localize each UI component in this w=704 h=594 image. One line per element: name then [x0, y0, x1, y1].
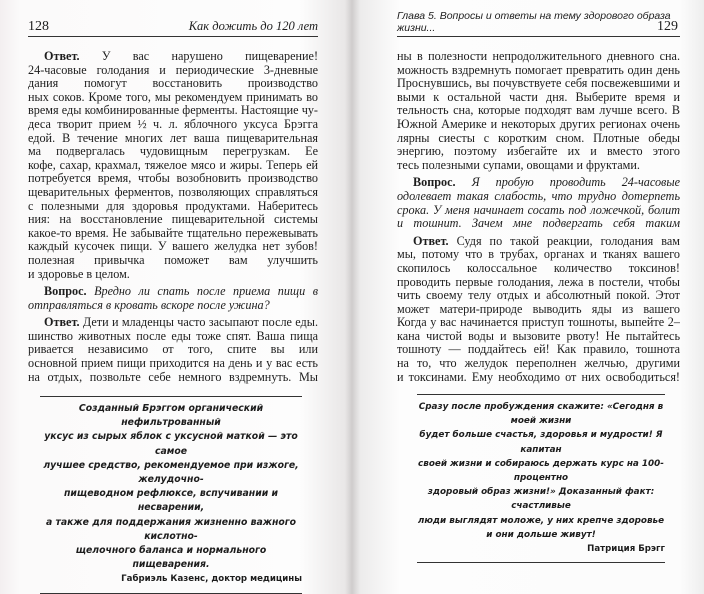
- text-line: [28, 172, 318, 186]
- line-text: лярны сиесты с коротким сном. Плотные обеды: [397, 131, 680, 145]
- page-header: [397, 10, 680, 37]
- text-line: [397, 190, 680, 204]
- text-line: [28, 316, 318, 330]
- text-line: [28, 285, 318, 299]
- text-line: [28, 50, 318, 64]
- line-text: скопилось колоссальное количество токсинов!: [397, 261, 680, 275]
- line-text: ны в полезности непродолжительного дневного сна.: [397, 50, 680, 63]
- line-text: тесь полезными супами, овощами и фруктами.: [397, 158, 640, 172]
- line-text: щеварительных ферментов, позволяющих справляться: [28, 185, 318, 199]
- line-text: время еды комбинированные ферменты. Настоящие чу-: [28, 104, 318, 118]
- pull-quote: [417, 394, 665, 563]
- line-text: какое-то время. Не забывайте тщательно пережевывать: [28, 226, 318, 240]
- paragraph-label: Ответ.: [413, 234, 449, 248]
- paragraph-label: Ответ.: [44, 50, 80, 63]
- text-line: [28, 77, 318, 91]
- page-number: 128: [28, 19, 49, 34]
- page-header: [28, 18, 318, 37]
- text-line: [28, 104, 318, 118]
- line-text: проводить первые голодания, лежа в постели, чтобы: [397, 275, 680, 289]
- line-text: и токсинами. Ему необходимо от них освободиться!: [397, 370, 680, 384]
- text-line: [28, 132, 318, 146]
- text-line: [397, 262, 680, 276]
- line-text: кофе, сахар, крахмал, тяжелое мясо и жиры. Теперь ей: [28, 158, 318, 172]
- text-line: [397, 176, 680, 190]
- line-text: Дети и младенцы часто засыпают после еды.: [82, 316, 318, 330]
- line-text: ривается независимо от того, спите вы или: [28, 343, 318, 357]
- quote-line: лучшее средство, рекомендуемое при изжоге, желудочно-: [43, 459, 299, 486]
- line-text: с полезными для здоровья продуктами. Наберитесь: [28, 199, 318, 213]
- line-text: выми к остальной части дня. Выберите время и: [397, 90, 680, 104]
- quote-line: уксус из сырых яблок с уксусной маткой — это самое: [44, 431, 298, 457]
- line-text: ма подвергалась чудовищным перегрузкам. Ее: [28, 145, 318, 159]
- line-text: Проснувшись, вы почувствуете себя посвежевшими и: [397, 77, 680, 91]
- line-text: тельность сна, которые подходят вам лучше всего. В: [397, 104, 680, 118]
- text-line: [28, 159, 318, 173]
- quote-line: щелочного баланса и нормального пищеварения.: [75, 545, 267, 571]
- text-line: [28, 240, 318, 254]
- text-line: [28, 343, 318, 357]
- line-text: ния: на восстановление пищеварительной системы: [28, 213, 318, 227]
- text-line: [28, 64, 318, 78]
- right-page: [397, 0, 680, 555]
- text-line: [397, 235, 680, 249]
- text-line: [397, 217, 680, 231]
- paragraph-label: Ответ.: [44, 316, 80, 330]
- line-text: У вас нарушено пищеварение!: [101, 50, 318, 63]
- line-text: полезная привычка поможет вам улучшить: [28, 253, 318, 267]
- line-text: на отдых, позвольте себе немного вздремнуть. Мы: [28, 370, 318, 384]
- running-title: Как дожить до 120 лет: [188, 19, 318, 33]
- line-text: Южной Америке и некоторых других регионах очень: [397, 117, 680, 131]
- text-line: [28, 299, 318, 313]
- text-line: [397, 303, 680, 317]
- text-line: [28, 268, 318, 282]
- text-line: [397, 248, 680, 262]
- text-line: [28, 227, 318, 241]
- text-line: [28, 200, 318, 214]
- text-line: [397, 276, 680, 290]
- line-text: срока. У меня начинает сосать под ложечкой, болит: [397, 203, 680, 217]
- text-line: [397, 204, 680, 218]
- quote-author: Патриция Брэгг: [587, 544, 665, 555]
- text-line: [28, 330, 318, 344]
- text-line: [397, 159, 680, 173]
- text-line: [397, 64, 680, 78]
- text-line: [397, 330, 680, 344]
- line-text: деса творит прием ½ ч. л. яблочного уксуса Брэгга: [28, 117, 318, 131]
- quote-line: Созданный Брэггом органический нефильтрованный: [78, 403, 264, 429]
- quote-line: здоровый образ жизни!» Доказанный факт: счастливые: [427, 487, 655, 512]
- line-text: кана чистой воды и вызовите рвоту! Не пытайтесь: [397, 329, 680, 343]
- line-text: Вредно ли спать после приема пищи в: [94, 285, 318, 299]
- text-line: [397, 343, 680, 357]
- pull-quote: [40, 396, 302, 594]
- line-text: одолевает такая слабость, что трудно дотерпеть: [397, 189, 680, 203]
- text-line: [397, 50, 680, 64]
- text-line: [28, 254, 318, 268]
- text-line: [28, 186, 318, 200]
- quote-author: Габриэль Казенс, доктор медицины: [121, 574, 302, 585]
- line-text: основной прием пищи приходится на день и у вас есть: [28, 357, 318, 371]
- quote-line: и они дольше живут!: [486, 529, 596, 540]
- line-text: на то, что желудок переполнен желчью, другими: [397, 357, 680, 371]
- quote-line: люди выглядят моложе, у них крепче здоровье: [417, 515, 665, 526]
- line-text: каждый кусочек пищи. У вашего желудка нет зубов!: [28, 240, 318, 254]
- line-text: мы, потому что в трубах, органах и тканях вашего: [397, 248, 680, 262]
- quote-line: своей жизни и собираюсь держать курс на 100-процентно: [418, 458, 664, 484]
- line-text: шинство животных после еды тоже спят. Ваша пища: [28, 329, 318, 343]
- line-text: чить своему телу отдых и абсолютный покой. Этот: [397, 289, 680, 303]
- running-title: Глава 5. Вопросы и ответы на тему здорового образа жизни...: [397, 10, 671, 34]
- text-line: [28, 145, 318, 159]
- text-line: [397, 104, 680, 118]
- line-text: дания помогут восстановить производство: [28, 77, 318, 91]
- quote-line: а также для поддержания жизненно важного кислотно-: [45, 516, 297, 542]
- text-line: [397, 132, 680, 146]
- text-line: [397, 91, 680, 105]
- text-line: [397, 289, 680, 303]
- page-number: 129: [657, 19, 678, 34]
- text-line: [397, 77, 680, 91]
- quote-line: Сразу после пробуждения скажите: «Сегодня в моей жизни: [418, 402, 664, 427]
- text-line: [397, 316, 680, 330]
- line-text: тошноту — поддайтесь ей! Как правило, тошнота: [397, 343, 680, 357]
- line-text: может матери-природе выводить яды из вашего: [397, 302, 680, 316]
- text-line: [397, 357, 680, 371]
- text-line: [397, 145, 680, 159]
- quote-line: пищеводном рефлюксе, вспучивании и несварении,: [63, 488, 278, 514]
- line-text: и здоровье в целом.: [28, 267, 130, 281]
- paragraph-label: Вопрос.: [44, 285, 87, 299]
- line-text: едой. В течение многих лет ваша пищеварительная: [28, 131, 318, 145]
- paragraph-label: Вопрос.: [413, 176, 456, 190]
- line-text: ных соков. Кроме того, мы рекомендуем принимать во: [28, 90, 318, 104]
- line-text: Судя по такой реакции, голодания вам: [456, 234, 680, 248]
- text-line: [397, 118, 680, 132]
- line-text: энергию, поэтому избегайте их и вместо этого: [397, 145, 680, 159]
- body-text: [28, 50, 318, 384]
- text-line: [28, 118, 318, 132]
- line-text: Когда у вас начинается приступ тошноты, выпейте 2–: [397, 316, 680, 330]
- line-text: потребуется время, чтобы возобновить производство: [28, 172, 318, 186]
- body-text: [397, 50, 680, 384]
- text-line: [28, 357, 318, 371]
- text-line: [28, 213, 318, 227]
- line-text: и тошнит. Зачем мне подвергать себя таким: [397, 217, 680, 231]
- line-text: отправляться в кровать вскоре после ужина?: [28, 298, 270, 312]
- line-text: 24-часовые голодания и периодические 3-дневные: [28, 63, 318, 77]
- text-line: [397, 371, 680, 385]
- line-text: Я пробую проводить 24-часовые: [471, 176, 680, 190]
- left-page: [28, 0, 318, 585]
- text-line: [28, 91, 318, 105]
- quote-line: будет больше счастья, здоровья и мудрости! Я капитан: [419, 430, 663, 455]
- line-text: можность вздремнуть помогает превратить один день: [397, 63, 680, 77]
- text-line: [28, 371, 318, 385]
